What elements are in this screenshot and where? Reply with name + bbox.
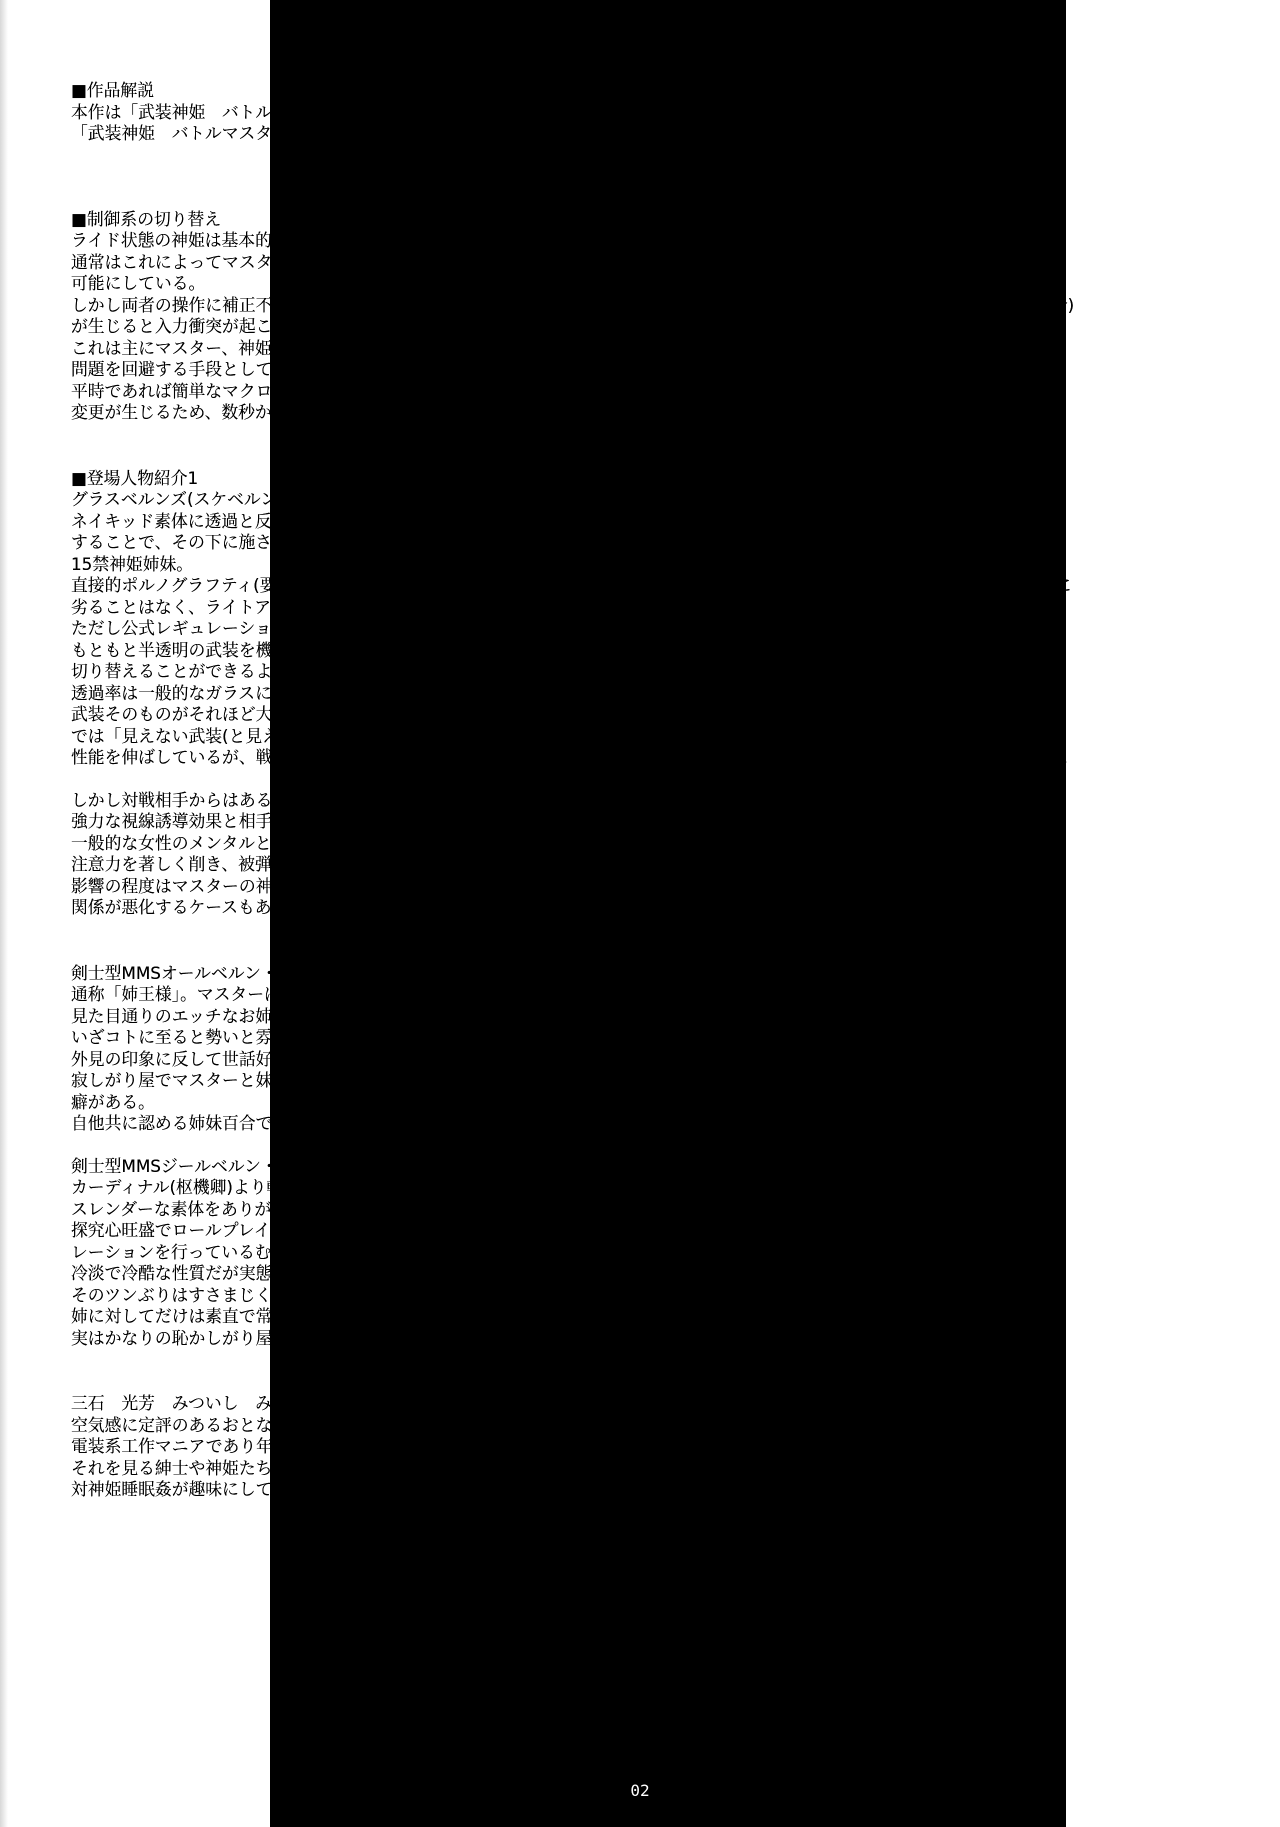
text-line: 可能にしている。 bbox=[71, 273, 206, 293]
character-heading-alexandra: 剣士型MMSオールベルン・ルナーリア「アレクサンドラ＝グラスベルン」 bbox=[71, 962, 628, 983]
spacer bbox=[71, 1349, 1251, 1393]
section-control bbox=[71, 209, 1251, 424]
text-line: それを見る紳士や神姫たちの反応を眺めるのが幸せ…でありながら自分がオーナーであることはひた隠しにしているむっつり助平。 bbox=[71, 1457, 1062, 1478]
page-number: 02 bbox=[630, 1781, 650, 1800]
text-line: 強力な視線誘導効果と相手神姫および相手マスターの精神状態への影響は無視できないもので、神姫ごとに差異はあるが基本的に bbox=[71, 811, 1044, 831]
text-line: 探究心旺盛でロールプレイにも熱心であり、自分に求められている(性的な)神姫の運用方法に関して日夜情報収集と脳内シミュ bbox=[71, 1220, 1022, 1240]
section-heading-intro: ■作品解説 bbox=[71, 80, 154, 100]
text-line: 対神姫睡眠姦が趣味にしてドMという上級紳士である。 bbox=[71, 1479, 488, 1499]
section-alexandra bbox=[71, 963, 1251, 1135]
text-line: 影響の程度はマスターの神姫愛の質と量によって変動するが、バトル中のみならず下手をすれば数日にわたって手持ちの神姫との bbox=[71, 875, 1044, 896]
text-line: いざコトに至ると勢いと雰囲気で騙し騙し押すタイプのヘタレ責めS。 bbox=[71, 1027, 600, 1047]
section-characters-1 bbox=[71, 468, 1251, 919]
text-line: 見た目通りのエッチなお姉さんキャラで愛想と色気を振り撒き人気を博すエロ姉だが、いわゆる処女ビッチ系で実は初心で臆病。 bbox=[71, 1005, 1043, 1026]
text-line: ネイキッド素体に透過と反射の閾値が非常に極端な偏光フィルムをノーマルのルナーリア/アメジストの塗装パターンに倣って配置 bbox=[71, 510, 1045, 531]
text-line: が生じると入力衝突が起こり、反応が極めて悪くなる。 bbox=[71, 316, 491, 336]
text-line: 「武装神姫 バトルマスターズMk-2」「アニメ 武装神姫」および実在の武装紳士・淑女とは一切関係ありません。 bbox=[71, 123, 942, 143]
text-line: 透過率は一般的なガラスに近い94%。 bbox=[71, 682, 360, 703]
text-line: そのツンぶりはすさまじく、二人きりどころか意識のある状態のマスターにはデレないが、マスターと姉が大好き。 bbox=[71, 1284, 942, 1305]
text-line: 本作は「武装神姫 バトルマスターズMk-2」の世界観を独自解釈で性的に翻訳した二次創作です。 bbox=[71, 101, 815, 122]
text-line: 15禁神姫姉妹。 bbox=[71, 553, 194, 574]
text-line: 切り替えることができるようになっている。 bbox=[71, 661, 407, 681]
text-line: しかし両者の操作に補正不可能なほどの差(例えばある状況でマスターは右を向こうとするのに神姫は左を向こうとしてしまった場合) bbox=[71, 294, 1075, 315]
text-line: 空気感に定評のあるおとなしい少年。 bbox=[71, 1414, 357, 1435]
spacer bbox=[71, 145, 1251, 209]
text-line: 通称「姉王様」。マスターは「アレク」と呼ぶ。 bbox=[71, 984, 432, 1004]
spacer bbox=[71, 769, 1251, 790]
character-heading-master: 三石 光芳 みついし みつよし ○学生。 bbox=[71, 1393, 404, 1413]
text-line: 直接的ポルノグラフティ(要するに直エロ路線)としての神姫の一形態として作られた鑑賞を重視した機体だがスペック面でノーマルに bbox=[71, 575, 1072, 595]
text-line: ただし公式レギュレーションには倫理コードに抵触するため参戦できない。 bbox=[71, 618, 641, 638]
spacer bbox=[71, 424, 1251, 468]
text-line: カーディナル(枢機卿)より転じ通称「妹卿」。マスターとアレクサンドラは「カーデ」と呼ぶ。 bbox=[71, 1177, 777, 1197]
text-line: レーションを行っているむっつりクール系ドS。 bbox=[71, 1241, 434, 1262]
text-line: 実はかなりの恥かしがり屋で、熟睡しているマスターに頬ずりするのが最大の幸せ。 bbox=[71, 1327, 708, 1348]
character-heading-cardinal: 剣士型MMSジールベルン・アメジスト「カーディナル＝グラスベルン」 bbox=[71, 1155, 609, 1176]
text-line: 電装系工作マニアであり年齢不相応のハイテク装備を自作するが、年齢相応に旺盛な性欲を手持ちの神姫にストレートに盛り込み bbox=[71, 1436, 1045, 1456]
text-line: しかし対戦相手からはある種の光学情報兵器として、その外見こそが最強の武器であるという評価をうけている。 bbox=[71, 789, 927, 810]
text-line: 姉に対してだけは素直で常時デレているが口調や表情はあまり変わらない。 bbox=[71, 1306, 642, 1326]
text-line: 寂しがり屋でマスターと妹が大好き。触れていると落ち着くらしくスキンシップ過剰な傾向にあり、握手感覚で誰にでも抱きつく bbox=[71, 1070, 1043, 1090]
section-master bbox=[71, 1393, 1251, 1501]
text-line: 武装そのものがそれほど大きくないため視認性を下げる効果はさほど期待できないが、光学的照準による遠距離攻撃および近接戦闘 bbox=[71, 704, 1062, 724]
text-line: スレンダーな素体をありがたがるロリコン共を見下しシンプルな悪態を容赦なく放つことで逆に人気を博すエロ妹。 bbox=[71, 1198, 941, 1219]
text-line: 癖がある。 bbox=[71, 1091, 155, 1112]
text-line: 冷淡で冷酷な性質だが実態はツンデレ。 bbox=[71, 1263, 372, 1283]
text-line: 注意力を著しく削き、被弾回避率および攻撃命中率を大きく低下させることが確認されている。 bbox=[71, 854, 792, 874]
text-line: 性能を伸ばしているが、戦闘状況での効果はあくまで副次的なもので、本来の目的は観戦者サービスというごく下世話なものである。 bbox=[71, 747, 1078, 767]
text-line: 一般的な女性のメンタルとモラルを備えている神姫と、それにライドするマスターの男性比率から特に格闘戦や狙撃時において bbox=[71, 832, 1026, 853]
text-line: 外見の印象に反して世話好きで、家事やマスターの世話は主に本機が行う。 bbox=[71, 1048, 642, 1069]
text-line: もともと半透明の武装を機能・形状をそのままに瞬間調光ガラスに用いられる液晶技術を取り入れ、通電によって瞬間的に透過率を bbox=[71, 639, 1062, 660]
text-line: することで、その下に施された局部風造形部位が光の加減や角度によって見え隠れする、極めて性的なデザインが特徴の自律稼動 bbox=[71, 532, 1043, 552]
section-cardinal bbox=[71, 1156, 1251, 1350]
text-line: ライド状態の神姫は基本的にマスターの神経伝達信号に倣って稼働する。 bbox=[71, 230, 625, 250]
text-line: グラスベルンズ(スケベルンズ/エロ姉妹) bbox=[71, 489, 373, 509]
text-line: 通常はこれによってマスターと神姫の反応がリンクし、両者の経験則や反射行動がダイレクトに反映されストレスフリーな動作を bbox=[71, 251, 1043, 272]
spacer bbox=[71, 919, 1251, 963]
text-line: これは主にマスター、神姫両者の訓練不足や関心の差によるシンクロ率の低下によって生じる現象である。 bbox=[71, 337, 876, 358]
section-heading-control: ■制御系の切り替え bbox=[71, 208, 222, 229]
page-edge-shadow bbox=[0, 0, 8, 1827]
text-line: 劣ることはなく、ライトアーマーなりの戦闘力を備えておりバトルマスターズ筐体での実用に耐える。 bbox=[71, 596, 840, 617]
text-line: 自他共に認める姉妹百合でありじゃれあっている様子は完全にエロアニメと評判。 bbox=[71, 1113, 691, 1133]
text-line: 平時であれば簡単なマクロ操作で瞬時に切り替えることができるが、ライドオフせずに切り替えるには膨大な関連・付随リンクの bbox=[71, 380, 1043, 401]
spacer bbox=[71, 1135, 1251, 1156]
section-heading-characters: ■登場人物紹介1 bbox=[71, 467, 199, 488]
section-intro bbox=[71, 80, 1251, 145]
text-line: 変更が生じるため、数秒から場合によっては数分の処理時間を必要とする。 bbox=[71, 402, 641, 422]
text-line: では「見えない武装(と見えてはいけない素体)」の幻惑効果は一定の成果を上げており、回避性能と近接戦闘を重視した本製品の bbox=[71, 725, 1041, 746]
text-body bbox=[71, 80, 1251, 1501]
text-line: 関係が悪化するケースもあり恐れられている。 bbox=[71, 897, 423, 917]
text-line: 問題を回避する手段として、特定の部位や動作の操作の優先権を個別に設定することができるようになっている。 bbox=[71, 359, 927, 379]
